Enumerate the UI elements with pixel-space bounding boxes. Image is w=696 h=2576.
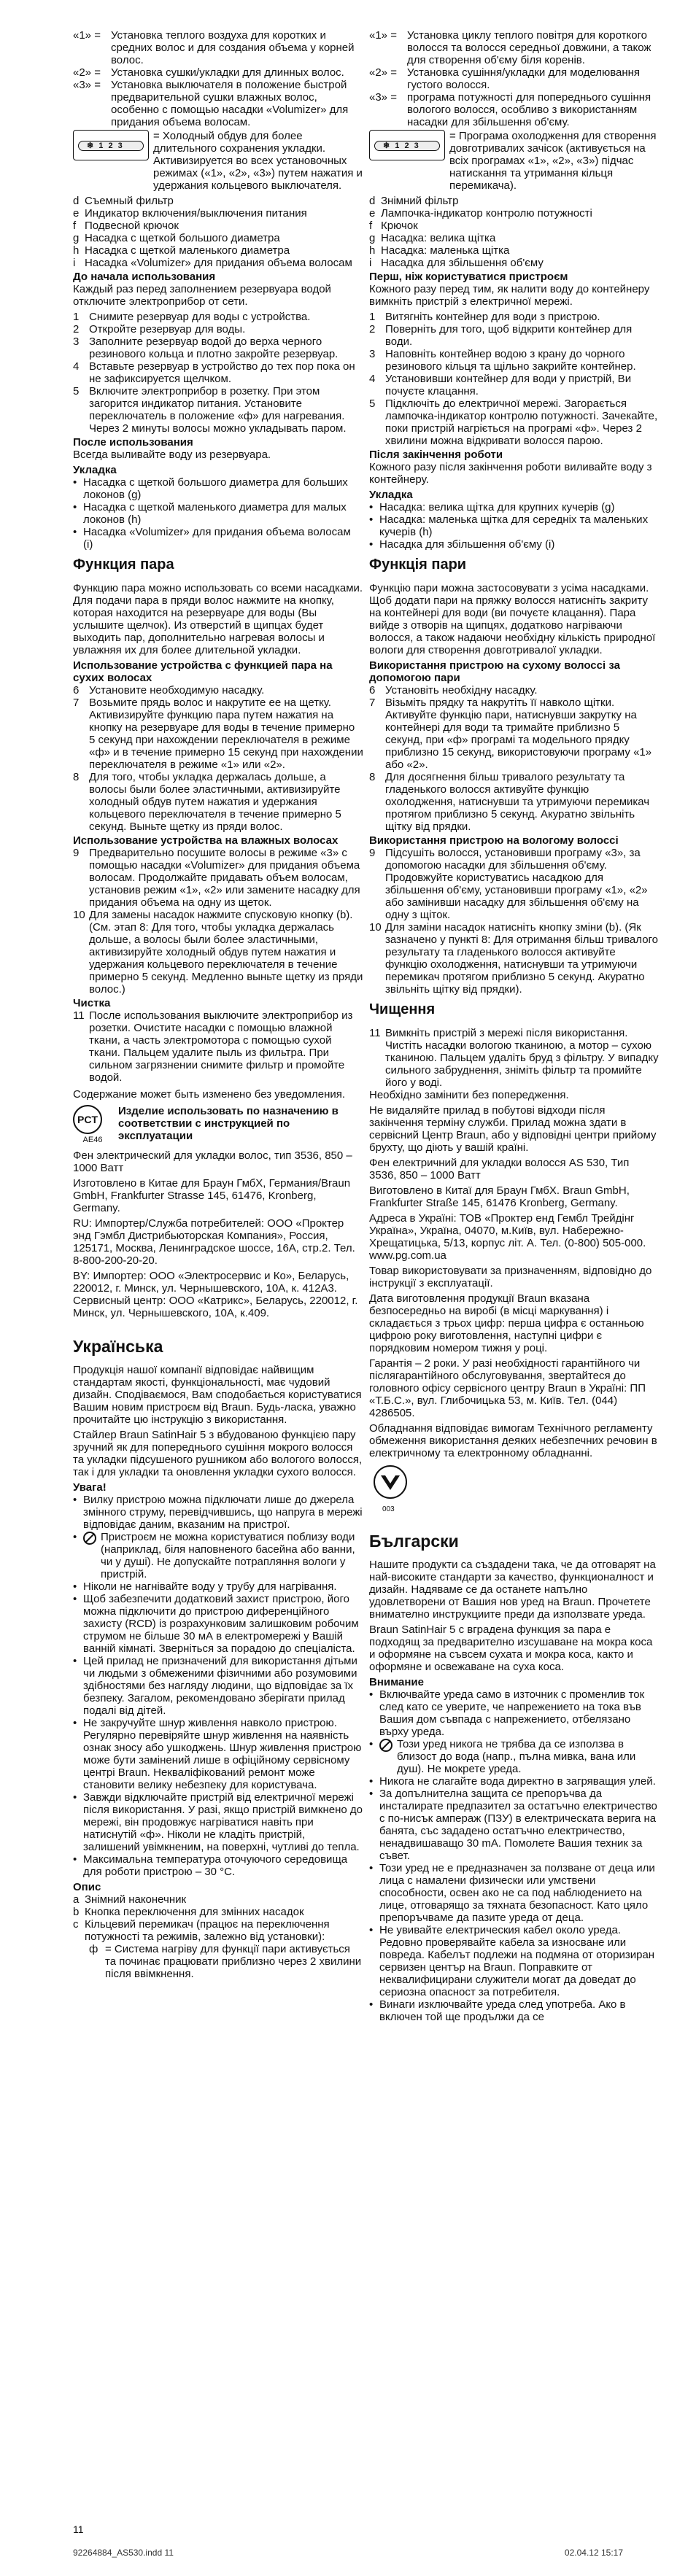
ru-setting-item bbox=[73, 66, 363, 79]
ru-steam-heading: Функция пара bbox=[73, 556, 174, 573]
ru-before-step bbox=[73, 335, 363, 360]
ru-styling-item bbox=[73, 526, 363, 551]
uk-part-key: e bbox=[369, 207, 376, 220]
ru-before-text: Вставьте резервуар в устройство до тех пор пока он не зафиксируется щелчком. bbox=[89, 360, 355, 385]
uk-warning-text: Вилку пристрою можна підключати лише до джерела змінного струму, перевідчившись, що напруга в мережі відповідає даним, вказаним на пристрої. bbox=[83, 1494, 363, 1531]
uk-wet-text: Підсушіть волосся, установивши програму «3», за допомогою насадки для збільшення об'єму. Продовжуйте користуватись насадкою для збільшення об'єму, установивши програму «1», «2» або замінивши насадку для збільшення об'єму на одну з щіток. bbox=[385, 847, 648, 921]
ru-by-importer: BY: Импортер: ООО «Электросервис и Ко», Беларусь, 220012, г. Минск, ул. Чернышевского, 10А, к. 412А3. Сервисный центр: ООО «Катрикс», Беларусь, 220012, г. Минск, ул. Чернышевского, 10А, к.409. bbox=[73, 1270, 358, 1319]
ru-part-item bbox=[73, 195, 363, 207]
uk-clean-number: 11 bbox=[369, 1027, 381, 1039]
ru-parts-list bbox=[73, 195, 363, 269]
uk-desc-item bbox=[73, 1893, 363, 1906]
uk-cert-mark bbox=[372, 1464, 660, 1516]
ru-dry-number: 6 bbox=[73, 684, 80, 697]
uk-change-note: Необхідно замінити без попередження. bbox=[369, 1089, 569, 1101]
left-column bbox=[73, 29, 363, 1980]
ru-before-number: 1 bbox=[73, 311, 80, 323]
ru-setting-item bbox=[73, 79, 363, 128]
uk-warning-bullet: • bbox=[73, 1655, 77, 1667]
ru-before-text: Включите электроприбор в розетку. При этом загорится индикатор питания. Установите переключатель в положение «ф» для нагревания. Через 2 минуты волосы можно укладывать паром. bbox=[89, 385, 347, 435]
uk-wet-steps bbox=[369, 847, 660, 996]
uk-setting-key: «2» = bbox=[369, 66, 397, 79]
ru-part-key: g bbox=[73, 232, 80, 244]
ru-wet-text: Предварительно посушите волосы в режиме «3» с помощью насадки «Volumizer» для придания объема волосам. Продолжайте придавать объем волосам, установив режим «1», «2» или замените насадку для придания объема на одну из щеток. bbox=[89, 847, 360, 909]
ru-clean-step bbox=[73, 1009, 363, 1084]
uk-before-text: Наповніть контейнер водою з крану до чорного резинового кільця та щільно закрийте контейнер. bbox=[385, 348, 636, 373]
ru-setting-text: Установка теплого воздуха для коротких и средних волос и для создания объема у корней волос. bbox=[111, 29, 355, 66]
uk-dry-number: 7 bbox=[369, 697, 376, 709]
uk-setting-key: «3» = bbox=[369, 91, 397, 104]
uk-before-text: Кожного разу перед тим, як налити воду до контейнеру вимкніть пристрій з електричної мережі. bbox=[369, 283, 650, 308]
uk-title: Українська bbox=[73, 1337, 163, 1356]
bg-warning-bullet: • bbox=[369, 1924, 374, 1936]
ru-setting-key: «2» = bbox=[73, 66, 101, 79]
uk-part-text: Насадка: велика щітка bbox=[381, 232, 496, 244]
uk-setting-text: Установка сушіння/укладки для моделювання густого волосся. bbox=[407, 66, 641, 91]
ru-maker1: Фен электрический для укладки волос, тип 3536, 850 – 1000 Ватт bbox=[73, 1149, 352, 1174]
uk-part-key: i bbox=[369, 257, 372, 269]
uk-setting-item bbox=[369, 29, 660, 66]
ru-part-text: Индикатор включения/выключения питания bbox=[85, 207, 307, 220]
ru-dial-block bbox=[73, 130, 363, 192]
ru-setting-item bbox=[73, 29, 363, 66]
uk-warning-item bbox=[73, 1494, 363, 1531]
ru-styling-bullet: • bbox=[73, 501, 77, 513]
uk-styling-text: Насадка: велика щітка для крупних кучерів (g) bbox=[379, 501, 615, 513]
ru-part-key: e bbox=[73, 207, 80, 220]
pct-cert-icon: PCT bbox=[73, 1105, 102, 1134]
ru-dial-note: = Холодный обдув для более длительного сохранения укладки. Активизируется во всех установочных режимах («1», «2», «3») путем нажатия и удержания кольцевого выключателя. bbox=[153, 130, 363, 192]
uk-desc-heading: Опис bbox=[73, 1881, 101, 1893]
uk-dry-steps bbox=[369, 684, 660, 833]
ru-wet-number: 10 bbox=[73, 909, 85, 921]
ru-before-text: Снимите резервуар для воды с устройства. bbox=[89, 311, 311, 323]
uk-wet-heading: Використання пристрою на вологому волоссі bbox=[369, 834, 619, 847]
ru-dry-step bbox=[73, 684, 363, 697]
ru-clean-text: После использования выключите электроприбор из розетки. Очистите насадки с помощью влажной ткани, а часть электромотора с помощью сухой ткани. Пальцем удалите пыль из фильтра. При сильном загрязнении снимите фильтр и промойте водой. bbox=[89, 1009, 353, 1084]
bg-warning-text: Не увивайте електрическия кабел около уреда. Редовно проверявайте кабела за износване или повреда. Кабелът подлежи на подмяна от оторизиран сервизен център на Braun. Поправките от неквалифицирани служители могат да доведат до сериозна опасност за потребителя. bbox=[379, 1924, 655, 1998]
uk-before-text: Поверніть для того, щоб відкрити контейнер для води. bbox=[385, 323, 633, 348]
uk-part-key: h bbox=[369, 244, 376, 257]
ru-styling-heading: Укладка bbox=[73, 464, 117, 476]
ru-before-number: 4 bbox=[73, 360, 80, 373]
uk-before-steps bbox=[369, 311, 660, 447]
uk-guarantee: Гарантія – 2 роки. У разі необхідності гарантійного чи післягарантійного обслуговування, звертайтеся до головного офісу сервісного центру Braun в Україні: ПП «Т.Б.С.», вул. Глибочицька 53, м. Київ. Тел. (044) 4286505. bbox=[369, 1357, 646, 1419]
bg-title: Български bbox=[369, 1532, 459, 1551]
uk-after-heading: Після закінчення роботи bbox=[369, 449, 503, 461]
bg-warning-text: Винаги изключвайте уреда след употреба. Ако в включен той ще продължи да се bbox=[379, 1998, 626, 2023]
ru-dry-text: Для того, чтобы укладка держалась дольше, а волосы были более эластичными, активизируйте холодный обдув путем нажатия и удержания кольцевого переключателя в течение примерно 5 секунд. Выньте щетку из пряди волос. bbox=[89, 771, 341, 833]
uk-dry-number: 8 bbox=[369, 771, 376, 783]
ru-before-number: 2 bbox=[73, 323, 80, 335]
ru-part-item bbox=[73, 232, 363, 244]
bg-warning-icon-wrap bbox=[379, 1738, 660, 1775]
ru-clean-steps bbox=[73, 1009, 363, 1084]
page-number: 11 bbox=[73, 2523, 84, 2535]
ring-switch-dial-icon: ❄ 1 2 3 bbox=[73, 130, 149, 160]
bg-warning-item bbox=[369, 1738, 660, 1775]
uk-before-text: Витягніть контейнер для води з пристрою. bbox=[385, 311, 600, 323]
uk-desc-text: Знімний наконечник bbox=[85, 1893, 187, 1906]
uk-address: Адреса в Україні: ТОВ «Проктер енд Гембл Трейдінг Україна», Україна, 04070, м.Київ, вул. Набережно-Хрещатицька, 5/13, корпус літ. А. Тел. (0-800) 505-000. www.pg.com.ua bbox=[369, 1212, 646, 1262]
uk-part-text: Насадка для збільшення об'єму bbox=[381, 257, 544, 269]
uk-dial-block bbox=[369, 130, 660, 192]
ru-clean-heading: Чистка bbox=[73, 997, 111, 1009]
ru-before-step bbox=[73, 360, 363, 385]
uk-dry-step bbox=[369, 697, 660, 771]
uk-wet-text: Для заміни насадок натисніть кнопку зміни (b). (Як зазначено у пункті 8: Для отримання більш тривалого результату та гладенького волосся активуйте функцію охолодження, натиснувши та утримуючи перемикач протягом приблизно 5 секунд. Акуратно звільніть щітку від прядки). bbox=[385, 921, 659, 996]
uk-wet-number: 10 bbox=[369, 921, 382, 934]
uk-dry-heading: Використання пристрою на сухому волоссі за допомогою пари bbox=[369, 659, 620, 684]
uk-styling-heading: Укладка bbox=[369, 489, 413, 501]
uk-clean-step bbox=[369, 1027, 660, 1089]
uk-warning-bullet: • bbox=[73, 1494, 77, 1506]
uk-desc-item bbox=[73, 1906, 363, 1918]
ru-styling-text: Насадка с щеткой маленького диаметра для малых локонов (h) bbox=[83, 501, 347, 526]
uk-part-text: Насадка: маленька щітка bbox=[381, 244, 510, 257]
uk-part-key: f bbox=[369, 220, 373, 232]
uk-part-item bbox=[369, 244, 660, 257]
ru-cert-code: AE46 bbox=[82, 1136, 103, 1144]
ru-dry-number: 8 bbox=[73, 771, 80, 783]
uk-parts-list bbox=[369, 195, 660, 269]
uk-dry-step bbox=[369, 771, 660, 833]
uk-cert-text: Обладнання відповідає вимогам Технічного регламенту обмеження використання деяких небезпечних речовин в електричному та електронному обладнанні. bbox=[369, 1422, 657, 1459]
uk-part-key: g bbox=[369, 232, 376, 244]
footer-file: 92264884_AS530.indd 11 bbox=[73, 2548, 174, 2558]
uk-dry-step bbox=[369, 684, 660, 697]
ru-dry-step bbox=[73, 697, 363, 771]
uk-before-step bbox=[369, 373, 660, 397]
ru-before-heading: До начала использования bbox=[73, 271, 216, 283]
uk-cert-code: 003 bbox=[382, 1505, 395, 1513]
ru-before-steps bbox=[73, 311, 363, 435]
ru-maker2: Изготовлено в Китае для Браун ГмбХ, Германия/Braun GmbH, Frankfurter Strasse 145, 61476, Kronberg, Germany. bbox=[73, 1177, 351, 1214]
uk-after-text: Кожного разу після закінчення роботи виливайте воду з контейнеру. bbox=[369, 461, 652, 486]
uk-before-text: Підключіть до електричної мережі. Загорається лампочка-індикатор контролю потужності. Зачекайте, поки пристрій нагріється на програмі «ф». Через 2 хвилини можна відкривати волосся парою. bbox=[385, 397, 658, 447]
uk-desc-text: Кнопка переключення для змінних насадок bbox=[85, 1906, 304, 1918]
uk-part-item bbox=[369, 232, 660, 244]
uk-desc-note-block bbox=[73, 1943, 363, 1980]
uk-warning-text: Не закручуйте шнур живлення навколо пристрою. Регулярно перевіряйте шнур живлення на наявність ознак зносу або ушкоджень. Шнур живлення пристрою може бути замінений лише в офіційному сервісному центрі Braun. Некваліфікований ремонт може становити велику небезпеку для користувача. bbox=[83, 1717, 362, 1791]
uk-settings-list bbox=[369, 29, 660, 128]
ru-before-number: 3 bbox=[73, 335, 80, 348]
uk-warning-bullet: • bbox=[73, 1853, 77, 1866]
bg-warning-list bbox=[369, 1688, 660, 2023]
ru-cert-block bbox=[73, 1105, 363, 1147]
uk-before-number: 2 bbox=[369, 323, 376, 335]
uk-styling-list bbox=[369, 501, 660, 551]
uk-setting-text: програма потужності для попереднього сушіння вологого волосся, особливо з використанням насадки для збільшення об'єму. bbox=[407, 91, 651, 128]
ru-part-text: Насадка «Volumizer» для придания объема волосам bbox=[85, 257, 352, 269]
ru-steam-text: Функцию пара можно использовать со всеми насадками. Для подачи пара в пряди волос нажмите на кнопку, которая находится на резервуаре для воды (Вы услышите щелчок). Из отверстий в щипцах будет выходить пар, дополнительно нагревая волосы и увлажняя их для более длительной укладки. bbox=[73, 582, 363, 656]
bg-warning-item bbox=[369, 1862, 660, 1924]
uk-setting-key: «1» = bbox=[369, 29, 397, 42]
uk-warning-item bbox=[73, 1593, 363, 1655]
uk-dry-text: Для досягнення більш тривалого результату та гладенького волосся активуйте функцію охолодження, натиснувши та утримуючи перемикач протягом приблизно 5 секунд. Акуратно звільніть щітку від прядки. bbox=[385, 771, 650, 833]
uk-wet-step bbox=[369, 847, 660, 921]
uk-warning-text: Щоб забезпечити додатковий захист пристрою, його можна підключити до пристрою диференційного захисту (RCD) із розрахунковим залишковим робочим струмом не більше 30 мА в електромережі у Вашій ванній кімнаті. Зверніться за порадою до спеціаліста. bbox=[83, 1593, 359, 1655]
bg-warning-bullet: • bbox=[369, 1788, 374, 1800]
ru-styling-bullet: • bbox=[73, 476, 77, 489]
uk-warning-bullet: • bbox=[73, 1791, 77, 1804]
ukrainian-conformity-icon bbox=[372, 1464, 409, 1500]
footer-date: 02.04.12 15:17 bbox=[564, 2548, 623, 2558]
uk-warning-item bbox=[73, 1580, 363, 1593]
uk-dry-text: Установіть необхідну насадку. bbox=[385, 684, 538, 697]
uk-before-step bbox=[369, 397, 660, 447]
ru-dry-heading: Использование устройства с функцией пара на сухих волосах bbox=[73, 659, 333, 684]
print-footer bbox=[73, 2547, 623, 2559]
ru-before-step bbox=[73, 311, 363, 323]
uk-steam-heading: Функція пари bbox=[369, 556, 467, 573]
uk-warning-icon-wrap bbox=[83, 1531, 363, 1580]
heat-symbol-icon: ф bbox=[89, 1943, 98, 1955]
uk-styling-bullet: • bbox=[369, 501, 374, 513]
uk-styling-bullet: • bbox=[369, 538, 374, 551]
ru-clean-number: 11 bbox=[73, 1009, 85, 1022]
uk-part-text: Крючок bbox=[381, 220, 418, 232]
uk-dry-number: 6 bbox=[369, 684, 376, 697]
ru-styling-list bbox=[73, 476, 363, 551]
ru-change-note: Содержание может быть изменено без уведомления. bbox=[73, 1088, 346, 1101]
ru-wet-heading: Использование устройства на влажных волосах bbox=[73, 834, 339, 847]
ru-setting-key: «1» = bbox=[73, 29, 101, 42]
uk-warranty-intro: Не видаляйте прилад в побутові відходи після закінчення терміну служби. Прилад можна здати в сервісний Центр Braun, або у відповідні центри прийому брухту, що діють у вашій країні. bbox=[369, 1104, 657, 1154]
ru-part-text: Насадка с щеткой маленького диаметра bbox=[85, 244, 290, 257]
bg-warning-item bbox=[369, 1998, 660, 2023]
uk-before-step bbox=[369, 323, 660, 348]
uk-warning-bullet: • bbox=[73, 1531, 77, 1543]
ru-settings-list bbox=[73, 29, 363, 128]
uk-warning-item bbox=[73, 1853, 363, 1878]
uk-setting-text: Установка циклу теплого повітря для короткого волосся та волосся середньої довжини, а також для створення об'єму біля коренів. bbox=[407, 29, 651, 66]
uk-desc-item bbox=[73, 1918, 363, 1943]
uk-part-text: Знімний фільтр bbox=[381, 195, 459, 207]
ru-cert-mark bbox=[73, 1105, 112, 1147]
bg-warning-bullet: • bbox=[369, 1862, 374, 1874]
ru-before-text: Каждый раз перед заполнением резервуара водой отключите электроприбор от сети. bbox=[73, 283, 331, 308]
ru-styling-item bbox=[73, 501, 363, 526]
uk-clean-text: Вимкніть пристрій з мережі після використання. Чистіть насадки вологою тканиною, а мотор – сухою тканиною. Пальцем удаліть бруд з фільтру. У випадку сильного забруднення, зніміть фільтр та промийте його у воді. bbox=[385, 1027, 659, 1089]
ru-part-text: Съемный фильтр bbox=[85, 195, 174, 207]
uk-part-text: Лампочка-індикатор контролю потужності bbox=[381, 207, 592, 220]
uk-maker1: Фен електричний для укладки волосся AS 530, Тип 3536, 850 – 1000 Ватт bbox=[369, 1157, 630, 1182]
uk-intro1: Продукція нашої компанії відповідає найвищим стандартам якості, функціональності, має чудовий дизайн. Сподіваємося, Вам сподобається користуватися Вашим новим пристроєм від Braun. Будь-ласка, уважно прочитайте цю інструкцію з використання. bbox=[73, 1364, 362, 1426]
ru-setting-text: Установка сушки/укладки для длинных волос. bbox=[111, 66, 344, 79]
ru-part-item bbox=[73, 257, 363, 269]
uk-before-number: 3 bbox=[369, 348, 376, 360]
bg-warn-heading: Внимание bbox=[369, 1676, 424, 1688]
uk-purpose: Товар використовувати за призначенням, відповідно до інструкції з експлуатації. bbox=[369, 1265, 652, 1289]
ru-cert-heading: Изделие использовать по назначению в соответствии с инструкцией по эксплуатации bbox=[118, 1105, 339, 1142]
ru-before-number: 5 bbox=[73, 385, 80, 397]
uk-desc-key: c bbox=[73, 1918, 79, 1931]
ru-part-item bbox=[73, 220, 363, 232]
uk-part-item bbox=[369, 195, 660, 207]
uk-styling-item bbox=[369, 538, 660, 551]
uk-description-list bbox=[73, 1893, 363, 1943]
uk-before-text: Установивши контейнер для води у пристрій, Ви почуєте клацання. bbox=[385, 373, 632, 397]
ru-styling-bullet: • bbox=[73, 526, 77, 538]
uk-wet-step bbox=[369, 921, 660, 996]
bg-warning-bullet: • bbox=[369, 1775, 374, 1788]
uk-part-item bbox=[369, 257, 660, 269]
bg-warning-text: Този уред не е предназначен за ползване от деца или лица с намалени физически или умствени способности, освен ако не са под наблюдението на лице, отговарящо за тяхната безопасност. Като цяло препоръчваме да пазите уреда от деца. bbox=[379, 1862, 655, 1924]
ru-part-text: Насадка с щеткой большого диаметра bbox=[85, 232, 280, 244]
bg-intro: Нашите продукти са създадени така, че да отговарят на най-високите стандарти за качество, функционалност и дизайн. Надяваме се да останете напълно удовлетворени от Вашия нов уред на Braun. Прочетете внимателно инструкциите преди да използвате уреда. bbox=[369, 1559, 656, 1621]
uk-before-step bbox=[369, 348, 660, 373]
uk-desc-text: Кільцевий перемикач (працює на переключення потужності та режимів, залежно від установки): bbox=[85, 1918, 330, 1943]
uk-wet-number: 9 bbox=[369, 847, 376, 859]
uk-part-key: d bbox=[369, 195, 376, 207]
uk-dial-note: = Програма охолодження для створення довготривалих зачісок (активується на всіх програмах «1», «2», «3») підчас натискання та утримання кільця перемикача). bbox=[449, 130, 657, 192]
ru-wet-steps bbox=[73, 847, 363, 996]
uk-warning-item bbox=[73, 1717, 363, 1791]
ru-dry-text: Установите необходимую насадку. bbox=[89, 684, 265, 697]
uk-warning-bullet: • bbox=[73, 1717, 77, 1729]
ru-part-item bbox=[73, 207, 363, 220]
uk-desc-key: a bbox=[73, 1893, 80, 1906]
bg-warning-text: Никога не слагайте вода директно в загряващия улей. bbox=[379, 1775, 656, 1788]
bg-warning-item bbox=[369, 1924, 660, 1998]
ru-before-step bbox=[73, 385, 363, 435]
ru-importer: RU: Импортер/Служба потребителей: ООО «Проктер энд Гэмбл Дистрибьюторская Компания», Россия, 125171, Москва, Ленинградское шоссе, 16А, стр.2. Тел. 8-800-200-20-20. bbox=[73, 1217, 355, 1267]
uk-part-item bbox=[369, 220, 660, 232]
ru-part-key: i bbox=[73, 257, 76, 269]
uk-styling-text: Насадка для збільшення об'єму (i) bbox=[379, 538, 555, 551]
bg-warning-bullet: • bbox=[369, 1688, 374, 1701]
bg-warning-text: Този уред никога не трябва да се използва в близост до вода (напр., пълна мивка, вана или душ). Не мокрете уреда. bbox=[397, 1738, 636, 1775]
uk-clean-steps bbox=[369, 1027, 660, 1089]
ru-wet-step bbox=[73, 909, 363, 996]
ru-setting-text: Установка выключателя в положение быстрой предварительной сушки влажных волос, особенно с помощью насадки «Volumizer» для придания объема волосам. bbox=[111, 79, 349, 128]
no-water-icon bbox=[83, 1532, 96, 1545]
bg-warning-item bbox=[369, 1688, 660, 1738]
ru-dry-text: Возьмите прядь волос и накрутите ее на щетку. Активизируйте функцию пара путем нажатия на кнопку на резервуаре для воды в течение примерно 5 секунд при нахождении переключателя в режиме «ф» и в течение примерно 15 секунд при нахождении переключателя в режиме «1» или «2». bbox=[89, 697, 363, 771]
uk-intro2: Стайлер Braun SatinHair 5 з вбудованою функцією пару зручний як для попереднього сушіння мокрого волосся та укладки підсушеного рушником або вологого волосся, так і для укладки та оновлення укладки сухого волосся. bbox=[73, 1429, 363, 1478]
ring-switch-dial-icon: ❄ 1 2 3 bbox=[369, 130, 445, 160]
uk-before-heading: Перш, ніж користуватися пристроєм bbox=[369, 271, 568, 283]
uk-warning-text: Ніколи не нагнівайте воду у трубу для нагрівання. bbox=[83, 1580, 337, 1593]
no-water-icon bbox=[379, 1739, 393, 1752]
uk-warning-bullet: • bbox=[73, 1580, 77, 1593]
uk-warning-list bbox=[73, 1494, 363, 1878]
ru-dry-step bbox=[73, 771, 363, 833]
uk-warning-item bbox=[73, 1791, 363, 1853]
uk-warning-text: Пристроєм не можна користуватися поблизу води (наприклад, біля наповненого басейна або ванни, чи у душі). Не допускайте потрапляння вологи у пристрій. bbox=[101, 1531, 355, 1580]
ru-dry-steps bbox=[73, 684, 363, 833]
bg-warning-item bbox=[369, 1775, 660, 1788]
uk-styling-item bbox=[369, 501, 660, 513]
ru-part-text: Подвесной крючок bbox=[85, 220, 179, 232]
uk-desc-key: b bbox=[73, 1906, 80, 1918]
ru-styling-text: Насадка с щеткой большого диаметра для больших локонов (g) bbox=[83, 476, 348, 501]
uk-warning-item bbox=[73, 1655, 363, 1717]
ru-part-item bbox=[73, 244, 363, 257]
ru-part-key: f bbox=[73, 220, 77, 232]
uk-maker2: Виготовлено в Китаї для Браун ГмбХ. Braun GmbH, Frankfurter Straße 145, 61476 Kronberg, Germany. bbox=[369, 1184, 630, 1209]
ru-styling-text: Насадка «Volumizer» для придания объема волосам (i) bbox=[83, 526, 351, 551]
ru-part-key: h bbox=[73, 244, 80, 257]
uk-warning-text: Цей прилад не призначений для використання дітьми чи людьми з обмеженими фізичними або розумовими здібностями без нагляду людини, що відповідає за їх безпеку. Загалом, рекомендовано зберігати прилад подалі від дітей. bbox=[83, 1655, 357, 1717]
ru-wet-step bbox=[73, 847, 363, 909]
ru-after-heading: После использования bbox=[73, 436, 193, 449]
ru-after-text: Всегда выливайте воду из резервуара. bbox=[73, 449, 271, 461]
uk-styling-text: Насадка: маленька щітка для середніх та маленьких кучерів (h) bbox=[379, 513, 649, 538]
ru-wet-number: 9 bbox=[73, 847, 80, 859]
right-column bbox=[369, 29, 660, 2023]
uk-styling-item bbox=[369, 513, 660, 538]
ru-styling-item bbox=[73, 476, 363, 501]
uk-setting-item bbox=[369, 91, 660, 128]
bg-warning-bullet: • bbox=[369, 1998, 374, 2011]
uk-setting-item bbox=[369, 66, 660, 91]
uk-clean-heading: Чищення bbox=[369, 1001, 436, 1017]
ru-dry-number: 7 bbox=[73, 697, 80, 709]
uk-warn-heading: Увага! bbox=[73, 1481, 107, 1494]
uk-before-number: 1 bbox=[369, 311, 376, 323]
uk-warning-text: Максимальна температура оточуючого середовища для роботи пристрою – 30 °С. bbox=[83, 1853, 348, 1878]
uk-before-number: 5 bbox=[369, 397, 376, 410]
uk-date-info: Дата виготовлення продукції Braun вказана безпосередньо на виробі (в місці маркування) і складається з трьох цифр: перша цифра є останньою цифрою року виготовлення, наступні цифри є порядковим номером тижня у році. bbox=[369, 1292, 644, 1354]
uk-before-number: 4 bbox=[369, 373, 376, 385]
uk-warning-item bbox=[73, 1531, 363, 1580]
bg-warning-text: Включвайте уреда само в източник с променлив ток след като се уверите, че напрежението на тока във Вашия дом съвпада с напрежението, отбелязано върху уреда. bbox=[379, 1688, 645, 1738]
ru-wet-text: Для замены насадок нажмите спусковую кнопку (b). (См. этап 8: Для того, чтобы укладка держалась дольше, а волосы были более эластичными, активизируйте холодный обдув путем нажатия и удержания кольцевого переключателя в течение примерно 5 секунд. Медленно выньте щетку из пряди волос.) bbox=[89, 909, 363, 996]
uk-desc-note: = Система нагріву для функції пари активується та починає працювати приблизно через 2 хвилини після ввімкнення. bbox=[105, 1943, 362, 1980]
ru-before-text: Заполните резервуар водой до верха черного резинового кольца и плотно закройте резервуар. bbox=[89, 335, 339, 360]
uk-before-step bbox=[369, 311, 660, 323]
uk-styling-bullet: • bbox=[369, 513, 374, 526]
uk-warning-text: Завжди відключайте пристрій від електричної мережі після використання. У разі, якщо пристрій вимкнено до мережі, він продовжує нагріватися навіть при натиснутій «ф». Ніколи не кладіть пристрій, залишений увімкненим, на поверхні, чутливі до тепла. bbox=[83, 1791, 363, 1853]
ru-before-text: Откройте резервуар для воды. bbox=[89, 323, 246, 335]
bg-intro2: Braun SatinHair 5 с вградена функция за пара е подходящ за предварително изсушаване на мокра коса и оформяне на съвсем сухата и мокра коса, както и оформяне и освежаване на суха коса. bbox=[369, 1623, 653, 1673]
uk-steam-text: Функцію пари можна застосовувати з усіма насадками. Щоб додати пари на пряжку волосся натисніть закриту на контейнері для води (ви почуєте клацання). Пара вийде з отворів на щипцях, додатково нагріваючи волосся, а також надаючи необхідну кількість природної вологи для створення довготривалої укладки. bbox=[369, 582, 656, 656]
bg-warning-text: За допълнителна защита се препоръчва да инсталирате предпазител за остатъчно електричество с по-нисък ампераж (ПЗУ) в електрическата верига на банята, със зададено остатъчно електричество, ненадвишаващо 30 mA. Помолете Вашия техник за съвет. bbox=[379, 1788, 657, 1862]
ru-before-step bbox=[73, 323, 363, 335]
ru-part-key: d bbox=[73, 195, 80, 207]
bg-warning-bullet: • bbox=[369, 1738, 374, 1750]
uk-part-item bbox=[369, 207, 660, 220]
uk-warning-bullet: • bbox=[73, 1593, 77, 1605]
ru-setting-key: «3» = bbox=[73, 79, 101, 91]
uk-dry-text: Візьміть прядку та накрутіть її навколо щітки. Активуйте функцію пари, натиснувши закрутку на контейнері для води та тримайте приблизно 5 секунд, при «ф» програмі та модельного прядку приблизно 15 секунд, використовуючи програму «1» або «2». bbox=[385, 697, 652, 771]
bg-warning-item bbox=[369, 1788, 660, 1862]
